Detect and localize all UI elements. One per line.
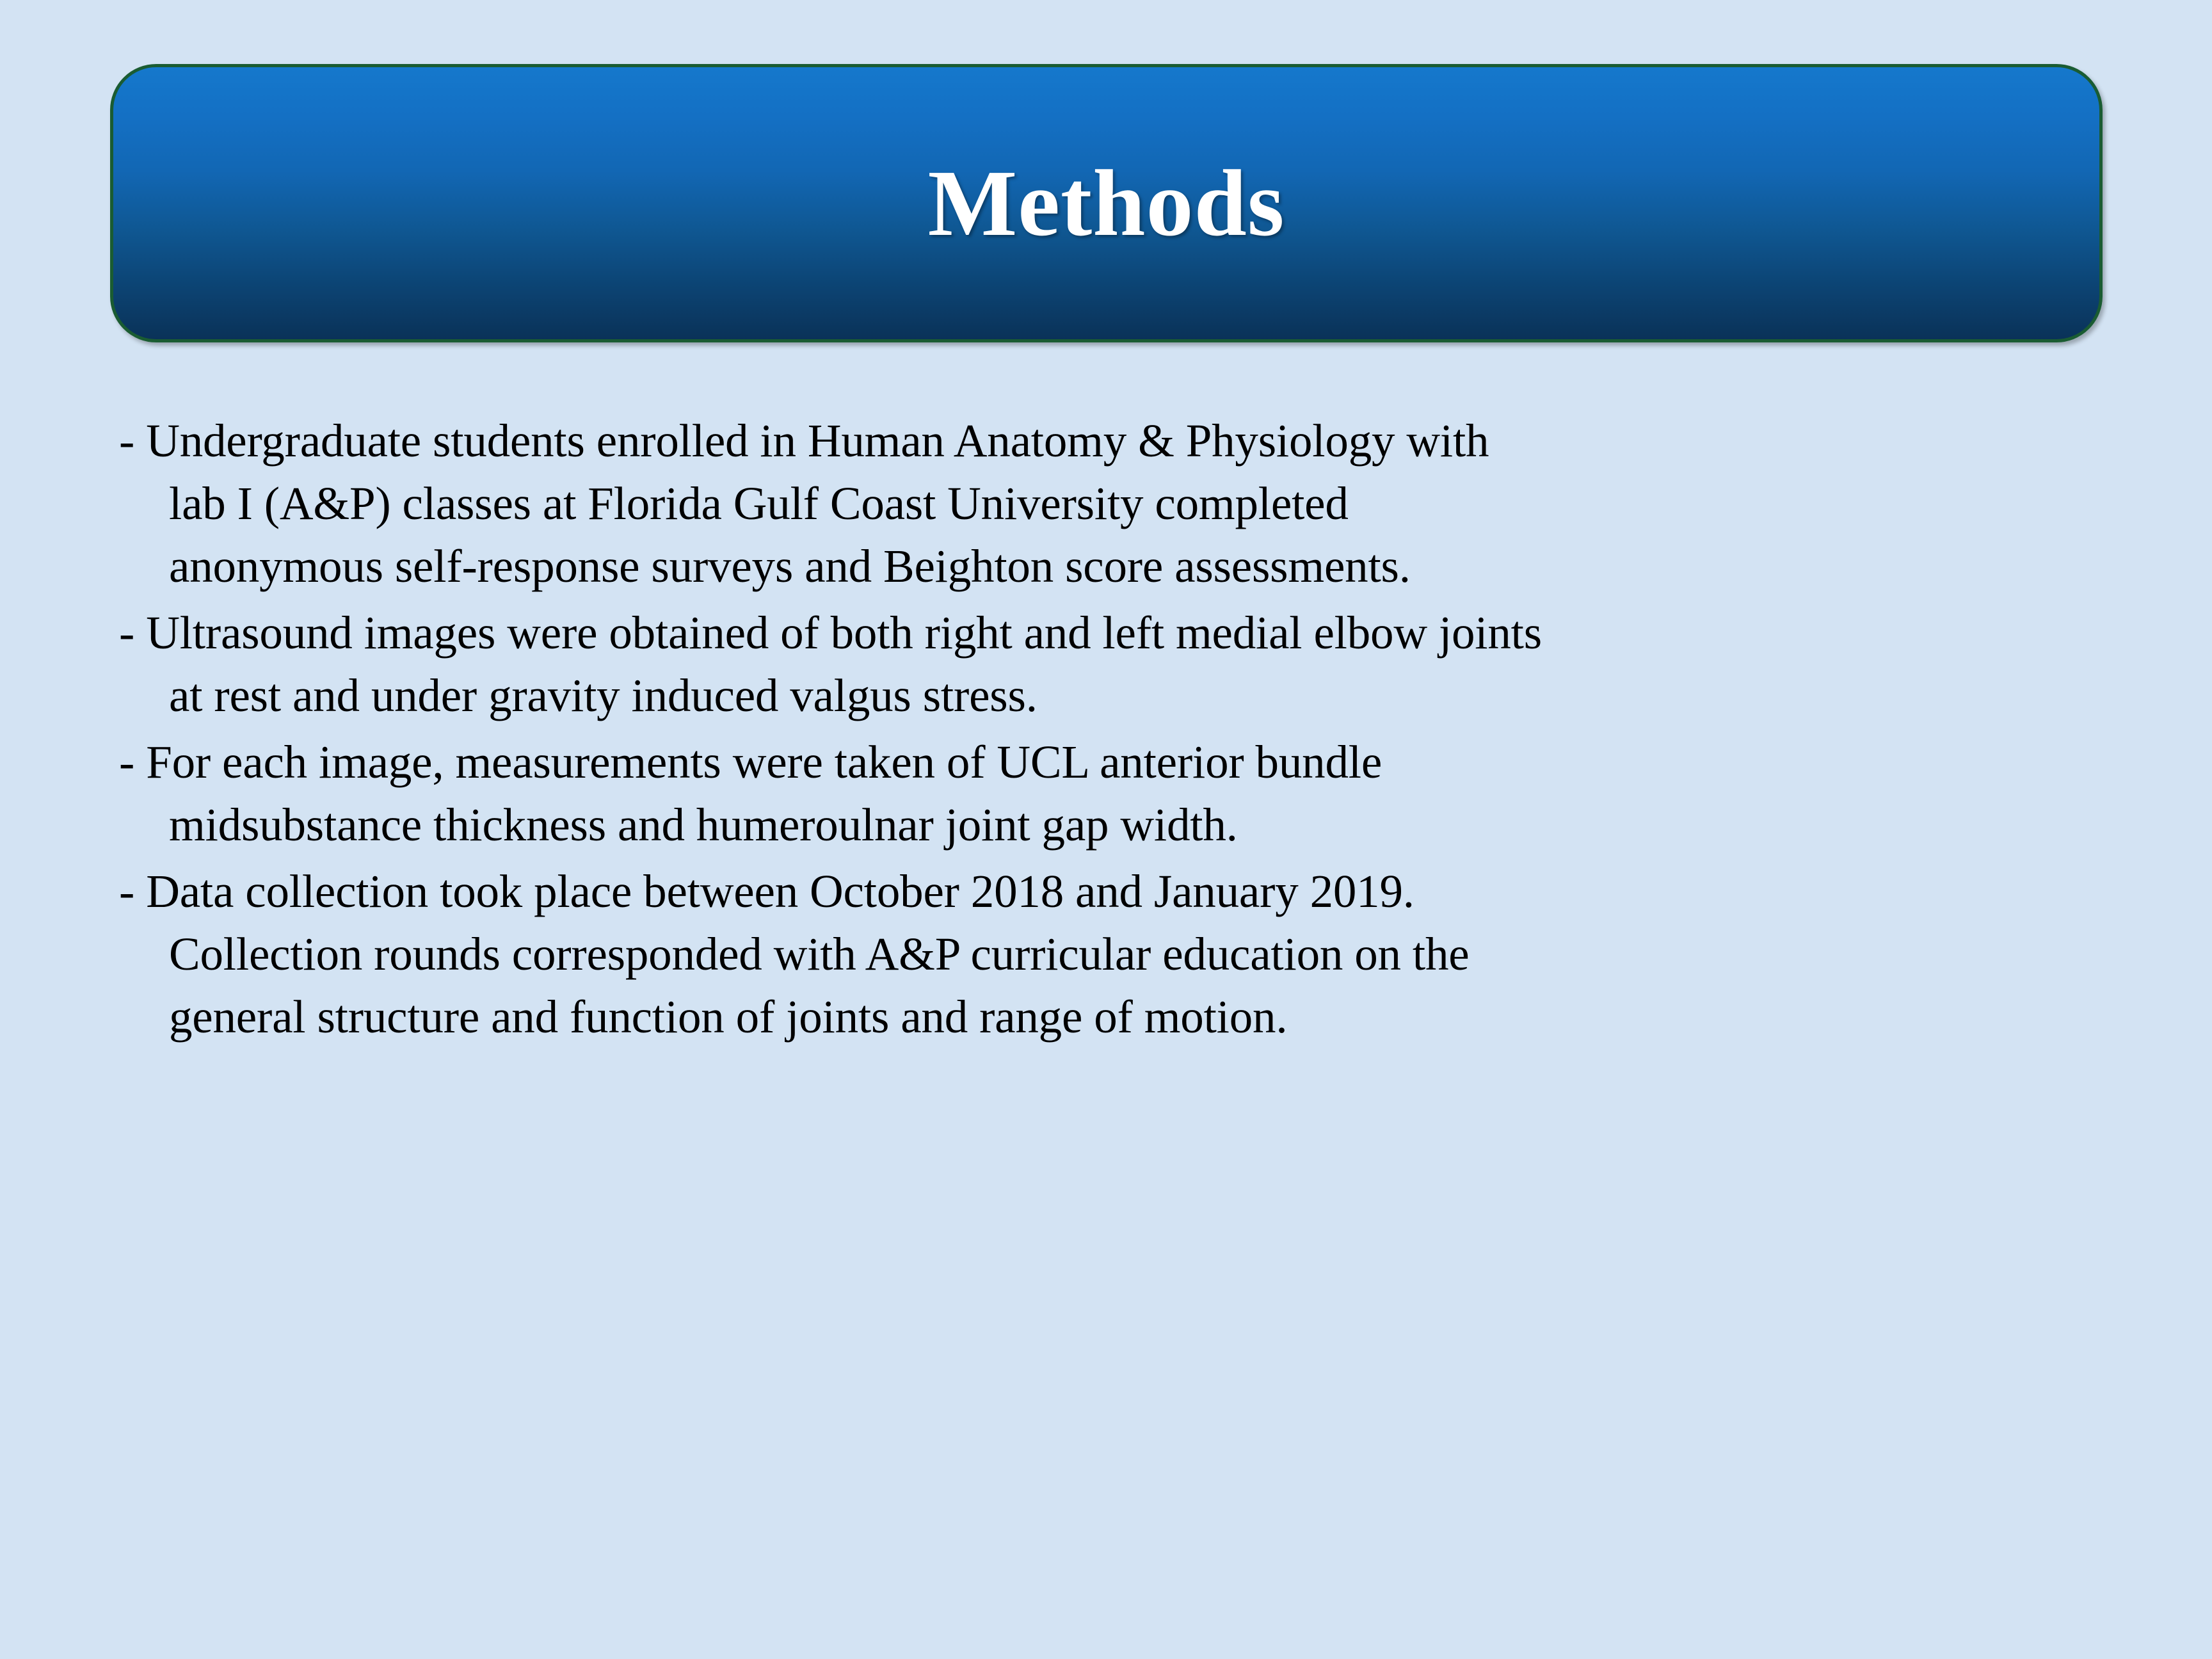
bullet-marker: -	[119, 865, 135, 917]
list-item	[119, 860, 2135, 1048]
bullet-marker: -	[119, 736, 135, 788]
bullet-line-2: general structure and function of joints and range of motion.	[169, 991, 1288, 1043]
bullet-marker-line-0	[119, 602, 2135, 664]
bullet-line-1: lab I (A&P) classes at Florida Gulf Coast University completed	[169, 477, 1349, 529]
bullet-marker: -	[119, 415, 135, 467]
bullet-line-text: Data collection took place between October 2018 and January 2019.	[146, 865, 1415, 917]
bullet-line-text: Undergraduate students enrolled in Human Anatomy & Physiology with	[146, 415, 1489, 467]
title-banner	[110, 64, 2103, 342]
bullet-line-2: anonymous self-response surveys and Beighton score assessments.	[169, 540, 1411, 592]
bullet-line-1: Collection rounds corresponded with A&P curricular education on the	[169, 928, 1470, 980]
bullet-marker-line-0	[119, 410, 2135, 472]
bullet-list	[119, 410, 2135, 1052]
bullet-marker-line-0	[119, 860, 2135, 923]
bullet-marker-line-0	[119, 731, 2135, 794]
bullet-line-1: midsubstance thickness and humeroulnar joint gap width.	[169, 799, 1238, 851]
bullet-line-text: Ultrasound images were obtained of both right and left medial elbow joints	[146, 607, 1542, 659]
page-title: Methods	[927, 150, 1285, 256]
list-item	[119, 731, 2135, 856]
bullet-line-1: at rest and under gravity induced valgus stress.	[169, 669, 1038, 721]
bullet-line-text: For each image, measurements were taken of UCL anterior bundle	[146, 736, 1382, 788]
list-item	[119, 410, 2135, 598]
bullet-marker: -	[119, 607, 135, 659]
list-item	[119, 602, 2135, 727]
